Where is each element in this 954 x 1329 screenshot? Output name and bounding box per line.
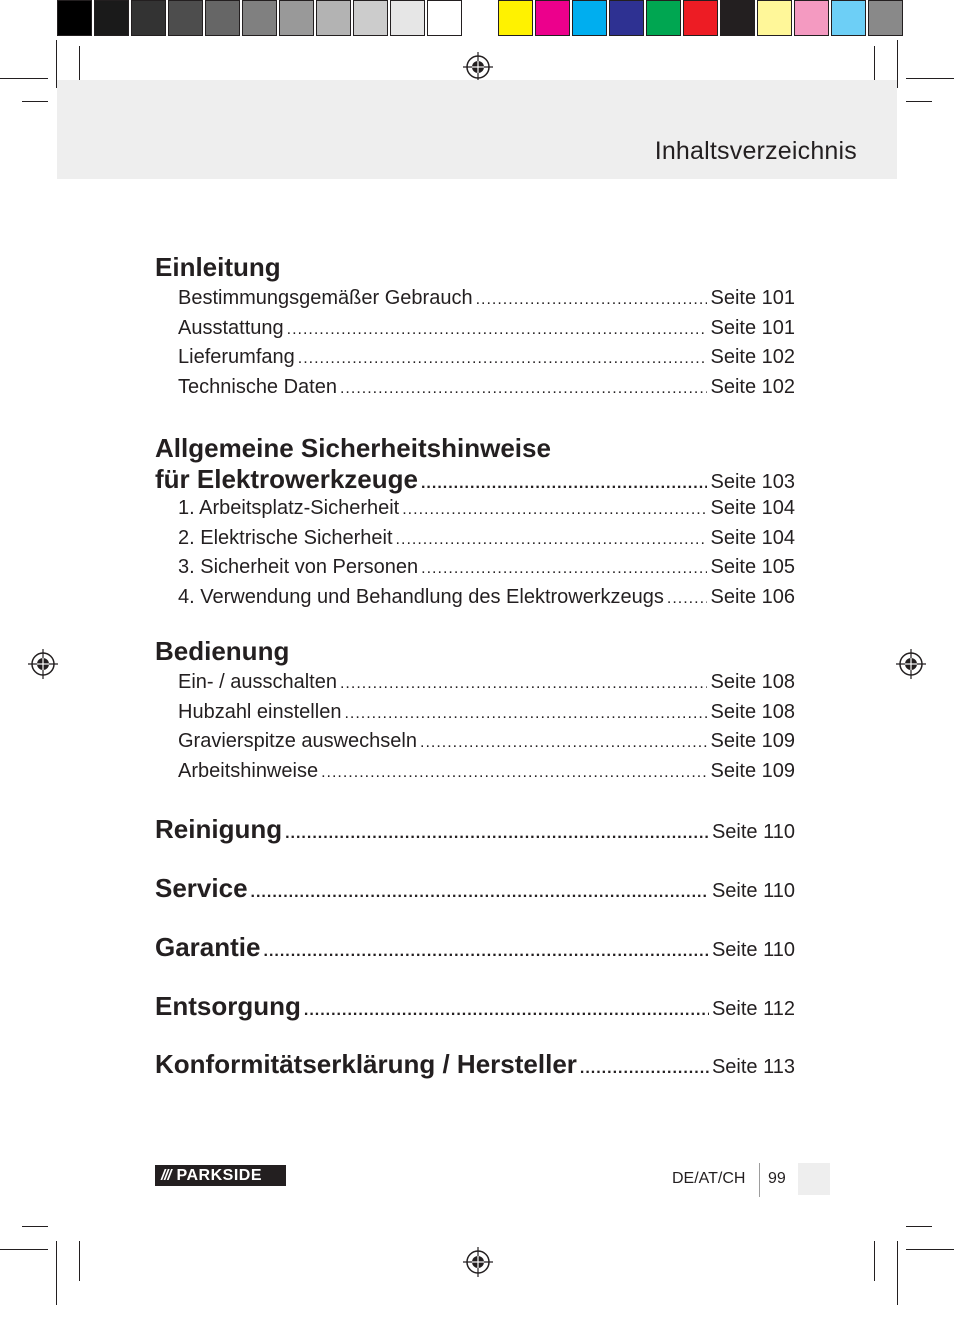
toc-entry-page: Seite 110 <box>711 939 795 961</box>
footer-country-codes: DE/AT/CH <box>672 1170 746 1187</box>
toc-entry[interactable] <box>155 757 795 787</box>
color-swatch <box>757 0 792 36</box>
crop-mark <box>906 78 954 79</box>
gray-swatch <box>316 0 351 36</box>
section-heading-sicherheit-line1: Allgemeine Sicherheitshinweise <box>155 433 551 463</box>
parkside-logo <box>155 1165 286 1186</box>
section-heading-entsorgung: Entsorgung <box>155 991 301 1021</box>
toc-entry-label: Bestimmungsgemäßer Gebrauch <box>178 287 473 309</box>
toc-entry-garantie[interactable] <box>155 930 795 964</box>
gray-swatch <box>57 0 92 36</box>
toc-entry[interactable] <box>155 494 795 524</box>
color-swatch <box>683 0 718 36</box>
section-heading-konformitaet: Konformitätserklärung / Hersteller <box>155 1049 577 1079</box>
toc-entry[interactable] <box>155 524 795 554</box>
toc-entry-label: 4. Verwendung und Behandlung des Elektrowerkzeugs <box>178 585 664 608</box>
color-swatch <box>609 0 644 36</box>
dot-leader <box>667 584 708 613</box>
toc-entry-page: Seite 101 <box>710 287 795 309</box>
section-heading-garantie: Garantie <box>155 932 261 962</box>
toc-entry-page: Seite 108 <box>710 671 795 693</box>
dot-leader <box>402 495 707 524</box>
footer-divider <box>759 1163 760 1197</box>
toc-entry-label: Arbeitshinweise <box>178 759 319 782</box>
gray-swatch <box>353 0 388 36</box>
logo-brand-name: PARKSIDE <box>176 1166 263 1184</box>
crop-mark <box>22 101 48 102</box>
page-title: Inhaltsverzeichnis <box>654 137 857 165</box>
dot-leader <box>340 669 708 698</box>
toc-entry-page: Seite 108 <box>710 700 795 723</box>
toc-entry-label: Technische Daten <box>178 375 337 398</box>
color-swatch <box>646 0 681 36</box>
toc-entry-page: Seite 112 <box>711 998 795 1020</box>
toc-entry-entsorgung[interactable] <box>155 989 795 1023</box>
gray-swatch <box>242 0 277 36</box>
section-heading-einleitung: Einleitung <box>155 252 281 282</box>
color-swatch <box>794 0 829 36</box>
toc-entry-page: Seite 101 <box>710 316 795 339</box>
toc-entry-label: Lieferumfang <box>178 346 295 368</box>
toc-entry-page: Seite 104 <box>710 526 795 549</box>
toc-entry[interactable] <box>155 284 795 314</box>
footer-tab-box <box>798 1163 830 1195</box>
toc-entry[interactable] <box>155 343 795 373</box>
dot-leader <box>321 758 707 787</box>
gray-swatch <box>168 0 203 36</box>
toc-entry[interactable] <box>155 373 795 403</box>
toc-entry-page: Seite 104 <box>710 497 795 519</box>
toc-entry-label: Gravierspitze auswechseln <box>178 730 417 752</box>
crop-mark <box>79 1241 80 1281</box>
crop-mark <box>897 40 898 88</box>
toc-entry-page: Seite 102 <box>710 346 795 368</box>
section-heading-service: Service <box>155 873 248 903</box>
table-of-contents <box>155 250 795 1081</box>
dot-leader <box>421 554 707 583</box>
gray-swatch <box>94 0 129 36</box>
gray-swatch <box>205 0 240 36</box>
section-heading-sicherheit-line2: für Elektrowerkzeuge <box>155 465 418 494</box>
toc-entry-page: Seite 113 <box>711 1056 795 1078</box>
toc-entry-label: 2. Elektrische Sicherheit <box>178 526 393 549</box>
dot-leader <box>304 994 709 1023</box>
toc-entry-page: Seite 105 <box>710 556 795 578</box>
crop-mark <box>874 1241 875 1281</box>
toc-entry-sicherheit[interactable] <box>155 465 795 494</box>
dot-leader <box>285 817 709 846</box>
color-swatch <box>535 0 570 36</box>
crop-mark <box>56 1241 57 1305</box>
color-swatch <box>720 0 755 36</box>
crop-mark <box>897 1241 898 1305</box>
toc-entry-label: Hubzahl einstellen <box>178 700 342 723</box>
crop-mark <box>906 1249 954 1250</box>
toc-entry-page: Seite 102 <box>710 375 795 398</box>
section-heading-reinigung: Reinigung <box>155 814 283 844</box>
toc-entry-label: 1. Arbeitsplatz-Sicherheit <box>178 497 400 519</box>
registration-mark-icon <box>896 649 926 679</box>
dot-leader <box>580 1052 709 1081</box>
toc-entry-page: Seite 103 <box>710 471 795 493</box>
dot-leader <box>396 525 708 554</box>
toc-entry-label: 3. Sicherheit von Personen <box>178 556 419 578</box>
dot-leader <box>251 876 709 905</box>
toc-entry[interactable] <box>155 727 795 757</box>
toc-entry-service[interactable] <box>155 871 795 905</box>
dot-leader <box>476 285 708 314</box>
toc-entry-konformitaet[interactable] <box>155 1047 795 1081</box>
registration-mark-icon <box>463 1247 493 1277</box>
dot-leader <box>287 315 708 344</box>
gray-swatch <box>279 0 314 36</box>
color-swatch <box>831 0 866 36</box>
toc-entry[interactable] <box>155 553 795 583</box>
crop-mark <box>906 1226 932 1227</box>
footer-page-number: 99 <box>768 1170 786 1187</box>
toc-entry-page: Seite 109 <box>710 759 795 782</box>
crop-mark <box>0 78 48 79</box>
toc-entry-page: Seite 110 <box>711 880 795 902</box>
crop-mark <box>22 1226 48 1227</box>
toc-entry[interactable] <box>155 583 795 613</box>
toc-entry-page: Seite 109 <box>710 730 795 752</box>
gray-swatch <box>131 0 166 36</box>
toc-entry-page: Seite 110 <box>711 821 795 843</box>
toc-entry[interactable] <box>155 668 795 698</box>
color-swatch <box>868 0 903 36</box>
section-heading-bedienung: Bedienung <box>155 636 290 666</box>
dot-leader <box>340 374 708 403</box>
dot-leader <box>420 728 707 757</box>
dot-leader <box>298 344 708 373</box>
toc-entry[interactable] <box>155 698 795 728</box>
color-swatch <box>498 0 533 36</box>
toc-entry-label: Ausstattung <box>178 316 284 339</box>
dot-leader <box>264 935 709 964</box>
crop-mark <box>0 1249 48 1250</box>
color-swatch <box>572 0 607 36</box>
toc-entry-label: Ein- / ausschalten <box>178 671 337 693</box>
logo-stripes: /// <box>161 1167 171 1184</box>
toc-entry[interactable] <box>155 314 795 344</box>
crop-mark <box>906 101 932 102</box>
registration-mark-icon <box>28 649 58 679</box>
registration-mark-icon <box>463 52 493 82</box>
dot-leader <box>344 699 707 728</box>
gray-swatch <box>390 0 425 36</box>
gray-swatch <box>427 0 462 36</box>
toc-entry-page: Seite 106 <box>710 585 795 608</box>
print-color-bar <box>57 0 905 38</box>
dot-leader <box>421 469 708 494</box>
toc-entry-reinigung[interactable] <box>155 812 795 846</box>
